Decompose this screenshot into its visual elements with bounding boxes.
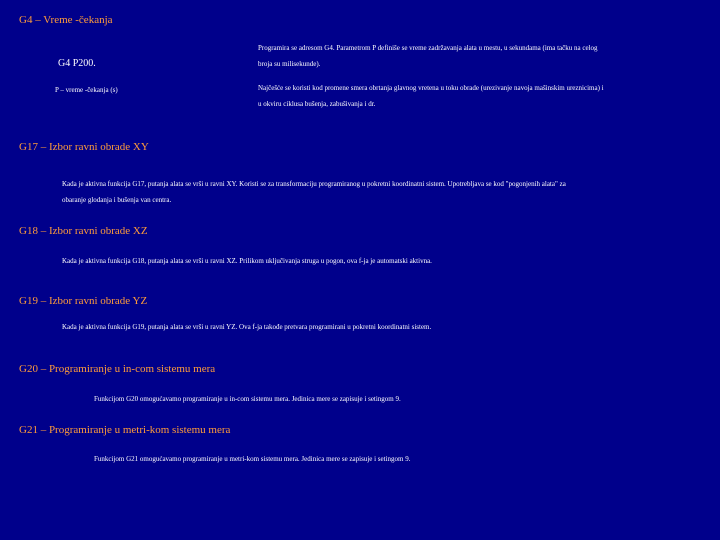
g18-heading: G18 – Izbor ravni obrade XZ: [19, 225, 148, 237]
g21-heading: G21 – Programiranje u metri-kom sistemu mera: [19, 424, 231, 436]
g4-desc1-line1: Programira se adresom G4. Parametrom P definiše se vreme zadržavanja alata u mestu, u sekundama (ima tačku na celog: [258, 44, 598, 52]
g17-description: [62, 176, 712, 208]
g19-description: [62, 319, 712, 335]
g20-line1: Funkcijom G20 omogućavamo programiranje u in-com sistemu mera. Jedinica mere se zapisuje i setingom 9.: [94, 395, 401, 403]
g4-description-1: [258, 40, 708, 72]
g4-heading: G4 – Vreme -čekanja: [19, 14, 113, 26]
g4-desc1-line2: broja su milisekunde).: [258, 60, 321, 68]
g20-description: [94, 391, 694, 407]
g20-heading: G20 – Programiranje u in-com sistemu mera: [19, 363, 216, 375]
g4-p-label: P – vreme -čekanja (s): [55, 86, 118, 94]
g21-description: [94, 451, 694, 467]
g17-heading: G17 – Izbor ravni obrade XY: [19, 141, 149, 153]
g21-line1: Funkcijom G21 omogućavamo programiranje u metri-kom sistemu mera. Jedinica mere se zapisuje i setingom 9.: [94, 455, 411, 463]
g18-line1: Kada je aktivna funkcija G18, putanja alata se vrši u ravni XZ. Prilikom uključivanja struga u pogon, ova f-ja je automatski aktivna.: [62, 257, 432, 265]
g17-line2: obaranje glodanja i bušenja van centra.: [62, 196, 172, 204]
g4-code: G4 P200.: [58, 58, 96, 69]
g4-desc2-line2: u okviru ciklusa bušenja, zabušivanja i dr.: [258, 100, 376, 108]
g4-desc2-line1: Najčešće se koristi kod promene smera obrtanja glavnog vretena u toku obrade (urezivanje navoja mašinskim ureznicima) i: [258, 84, 604, 92]
g19-heading: G19 – Izbor ravni obrade YZ: [19, 295, 148, 307]
g4-description-2: [258, 80, 708, 112]
g18-description: [62, 253, 712, 269]
g17-line1: Kada je aktivna funkcija G17, putanja alata se vrši u ravni XY. Koristi se za transformaciju programiranog u pokretni koordinatni sistem. Upotrebljava se kod "pogonjenih alata" za: [62, 180, 566, 188]
g19-line1: Kada je aktivna funkcija G19, putanja alata se vrši u ravni YZ. Ova f-ja takođe pretvara programirani u pokretni koordinatni sistem.: [62, 323, 432, 331]
